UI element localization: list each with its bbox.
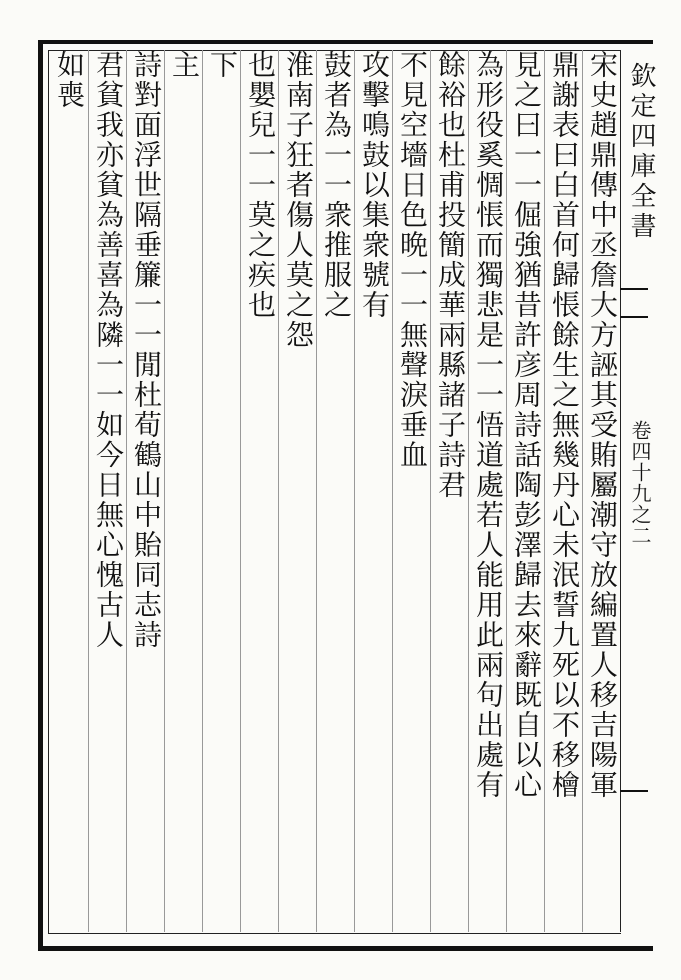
text-column: 餘裕也杜甫投簡成華兩縣諸子詩君 (434, 50, 467, 500)
text-column: 主 (168, 50, 201, 80)
text-column: 不見空墻日色晩一一無聲淚垂血 (396, 50, 429, 470)
text-column: 如喪 (53, 50, 86, 110)
text-column: 淮南子狂者傷人莫之怨 (282, 50, 315, 350)
fishtail-bottom-mark (620, 790, 648, 792)
text-column: 鼎謝表曰白首何歸悵餘生之無幾丹心未泯誓九死以不移檜 (548, 50, 581, 800)
text-column: 見之曰一一倔強猶昔許彦周詩話陶彭澤歸去來辭既自以心 (510, 50, 543, 800)
text-column: 宋史趙鼎傳中丞詹大方誣其受賄屬潮守放編置人移吉陽軍 (586, 50, 619, 800)
text-column: 詩對面浮世隔垂簾一一閒杜荀鶴山中貽同志詩 (130, 50, 163, 650)
text-column: 攻擊鳴鼓以集衆號有 (358, 50, 391, 320)
margin-book-title: 欽定四庫全書 (626, 62, 656, 242)
margin-volume-label: 卷四十九之二 (628, 420, 652, 546)
text-column: 也嬰兒一一莫之疾也 (244, 50, 277, 320)
text-column: 下 (206, 50, 239, 80)
text-column: 為形役奚惆悵而獨悲是一一悟道處若人能用此兩句出處有 (472, 50, 505, 800)
text-column: 君貧我亦貧為善喜為隣一一如今日無心愧古人 (92, 50, 125, 650)
text-column: 鼓者為一一衆推服之 (320, 50, 353, 320)
